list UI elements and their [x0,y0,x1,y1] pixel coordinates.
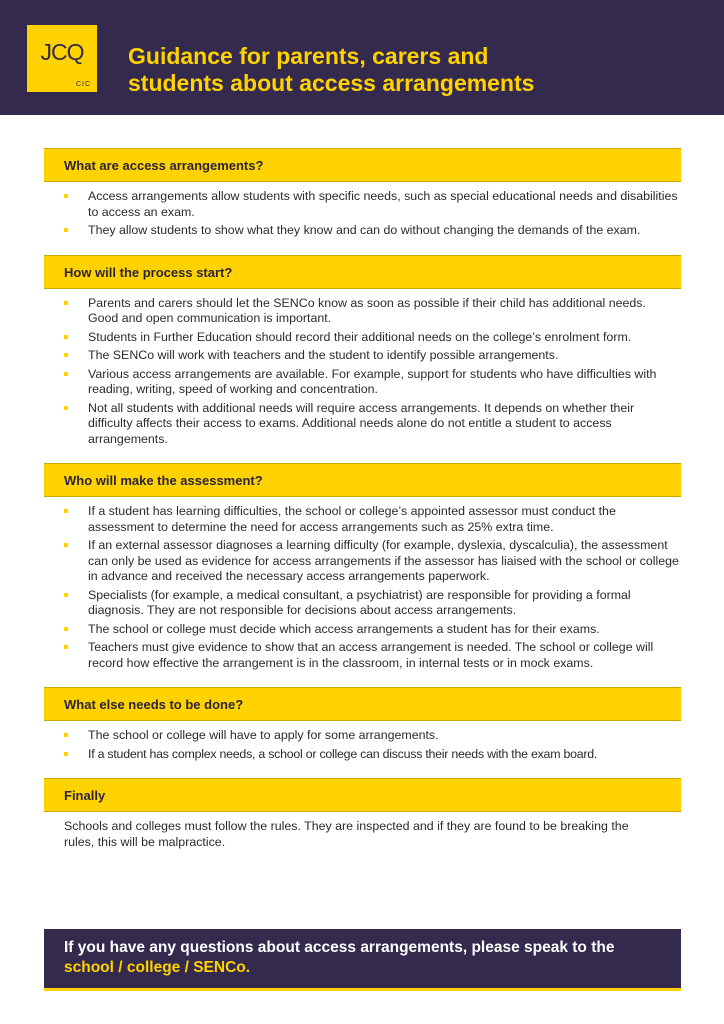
list-item-text: If a student has complex needs, a school or college can discuss their needs with the exam board. [88,746,598,761]
list-item [44,640,681,671]
section-finally [44,778,681,863]
section-heading: Who will make the assessment? [44,463,681,497]
bullet-square-icon [64,228,68,232]
section-heading: What are access arrangements? [44,148,681,182]
bullet-list [44,182,681,255]
section-heading: What else needs to be done? [44,687,681,721]
section-heading: Finally [44,778,681,812]
logo-text: JCQ [40,39,84,65]
list-item-text: Specialists (for example, a medical consultant, a psychiatrist) are responsible for providing a formal diagnosis. They are not responsible for decisions about access arrangements. [88,587,631,617]
section-what-are-access-arrangements [44,148,681,255]
page-title [128,43,688,97]
list-item [44,728,681,744]
list-item-text: Parents and carers should let the SENCo know as soon as possible if their child has additional needs. Good and open communication is important. [88,295,646,325]
bullet-square-icon [64,301,68,305]
list-item [44,538,681,585]
list-item [44,189,681,220]
section-heading: How will the process start? [44,255,681,289]
bullet-square-icon [64,627,68,631]
page-title-line1: Guidance for parents, carers and [128,43,489,69]
list-item-text: If a student has learning difficulties, the school or college’s appointed assessor must conduct the assessment to determine the need for access arrangements such as 25% extra time. [88,504,616,534]
logo-subtext: CIC [75,81,91,88]
bullet-list [44,289,681,464]
bullet-square-icon [64,593,68,597]
bullet-list [44,497,681,687]
finally-paragraph: Schools and colleges must follow the rules. They are inspected and if they are found to be breaking the rules, this will be malpractice. [64,819,629,849]
callout-highlight: school / college / SENCo. [64,959,251,976]
content [44,148,681,863]
jcq-logo [27,25,97,92]
page-header [0,0,724,115]
list-item [44,504,681,535]
list-item-text: The school or college will have to apply for some arrangements. [88,728,439,742]
list-item [44,330,681,346]
list-item-text: Various access arrangements are available. For example, support for students who have difficulties with reading, writing, speed of working and concentration. [88,366,657,396]
section-assessment [44,463,681,687]
section-process-start [44,255,681,464]
list-item-text: Not all students with additional needs will require access arrangements. It depends on whether their difficulty affects their access to exams. Additional needs alone do not entitle a student to access arrangements. [88,400,635,446]
section-what-else [44,687,681,778]
list-item [44,622,681,638]
list-item-text: Students in Further Education should record their additional needs on the college’s enrolment form. [88,329,632,344]
list-item [44,747,681,763]
list-item [44,223,681,239]
list-item [44,588,681,619]
bullet-square-icon [64,372,68,376]
bullet-square-icon [64,543,68,547]
list-item-text: If an external assessor diagnoses a learning difficulty (for example, dyslexia, dyscalculia), the assessment can only be used as evidence for access arrangements if the assessor has liaised with the school or college in advance and received the necessary access arrangements paperwork. [88,538,679,583]
bullet-square-icon [64,645,68,649]
bullet-square-icon [64,509,68,513]
list-item-text: Access arrangements allow students with specific needs, such as special educational needs and disabilities to access an exam. [88,189,678,219]
page-title-line2: students about access arrangements [128,70,535,96]
bullet-square-icon [64,194,68,198]
callout-text: If you have any questions about access arrangements, please speak to the [64,939,615,956]
list-item [44,348,681,364]
bullet-square-icon [64,335,68,339]
list-item-text: The school or college must decide which access arrangements a student has for their exams. [88,621,600,636]
contact-callout [44,929,681,991]
list-item-text: They allow students to show what they know and can do without changing the demands of the exam. [88,223,641,237]
bullet-square-icon [64,406,68,410]
bullet-square-icon [64,752,68,756]
bullet-square-icon [64,353,68,357]
list-item [44,296,681,327]
bullet-square-icon [64,733,68,737]
list-item-text: The SENCo will work with teachers and the student to identify possible arrangements. [88,348,559,362]
list-item-text: Teachers must give evidence to show that an access arrangement is needed. The school or college will record how effective the arrangement is in the classroom, in internal tests or in mock exams. [88,640,654,670]
list-item [44,367,681,398]
list-item [44,401,681,448]
bullet-list [44,721,681,778]
